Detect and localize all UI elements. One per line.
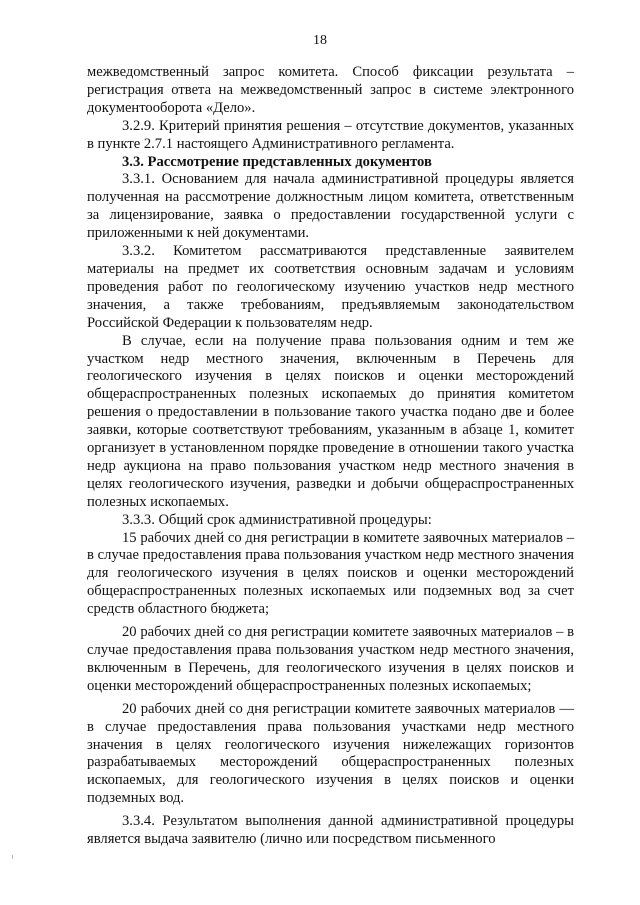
paragraph-3-3-3: 3.3.3. Общий срок административной процедуры: (122, 511, 432, 528)
paragraph-auction-case: В случае, если на получение права пользования одним и тем же участком недр местного значения, включенным в Перечень для геологического изучения в целях поисков и оценки месторождений общераспространенных полезных ископаемых до принятия комитетом решения о предоставлении в пользование такого участка подано две и более заявки, которые соответствуют требованиям, указанным в абзаце 1, комитет организует в установленном порядке проведение в отношении такого участка недр аукциона на право пользования участком недр местного значения в целях геологического изучения, разведки и добычи общераспространенных полезных ископаемых. (87, 332, 574, 510)
section-heading-3-3: 3.3. Рассмотрение представленных документов (122, 153, 432, 170)
page-number: 18 (313, 33, 327, 48)
paragraph-term-20-days-list: 20 рабочих дней со дня регистрации комитете заявочных материалов – в случае предоставления права пользования участком недр местного значения, включенным в Перечень, для геологического изучения в целях поисков и оценки месторождений общераспространенных полезных ископаемых; (87, 624, 574, 694)
paragraph-3-3-1: 3.3.1. Основанием для начала административной процедуры является полученная на рассмотрение должностным лицом комитета, ответственным за лицензирование, заявка о предоставлении государственной услуги с приложенными к ней документами. (87, 171, 574, 242)
paragraph-term-15-days: 15 рабочих дней со дня регистрации в комитете заявочных материалов – в случае предоставления права пользования участком недр местного значения для геологического изучения в целях поисков и оценки месторождений общераспространенных полезных ископаемых или подземных вод за счет средств областного бюджета; (87, 529, 574, 618)
document-body (87, 64, 574, 849)
paragraph-3-3-4: 3.3.4. Результатом выполнения данной административной процедуры является выдача заявителю (лично или посредством письменного (87, 813, 574, 848)
scan-edge-mark (12, 855, 13, 859)
paragraph-continuation: межведомственный запрос комитета. Способ фиксации результата – регистрация ответа на межведомственный запрос в системе электронного документооборота «Дело». (87, 64, 574, 116)
paragraph-3-2-9: 3.2.9. Критерий принятия решения – отсутствие документов, указанных в пункте 2.7.1 настоящего Административного регламента. (87, 117, 574, 152)
paragraph-3-3-2: 3.3.2. Комитетом рассматриваются представленные заявителем материалы на предмет их соответствия основным задачам и условиям проведения работ по геологическому изучению участков недр местного значения, а также требованиям, предъявляемым законодательством Российской Федерации к пользователям недр. (87, 243, 574, 331)
paragraph-term-20-days-horizons: 20 рабочих дней со дня регистрации комитете заявочных материалов — в случае предоставления права пользования участками недр местного значения в целях геологического изучения нижележащих горизонтов разрабатываемых месторождений общераспространенных полезных ископаемых, для геологического изучения в целях поисков и оценки подземных вод. (87, 700, 574, 807)
